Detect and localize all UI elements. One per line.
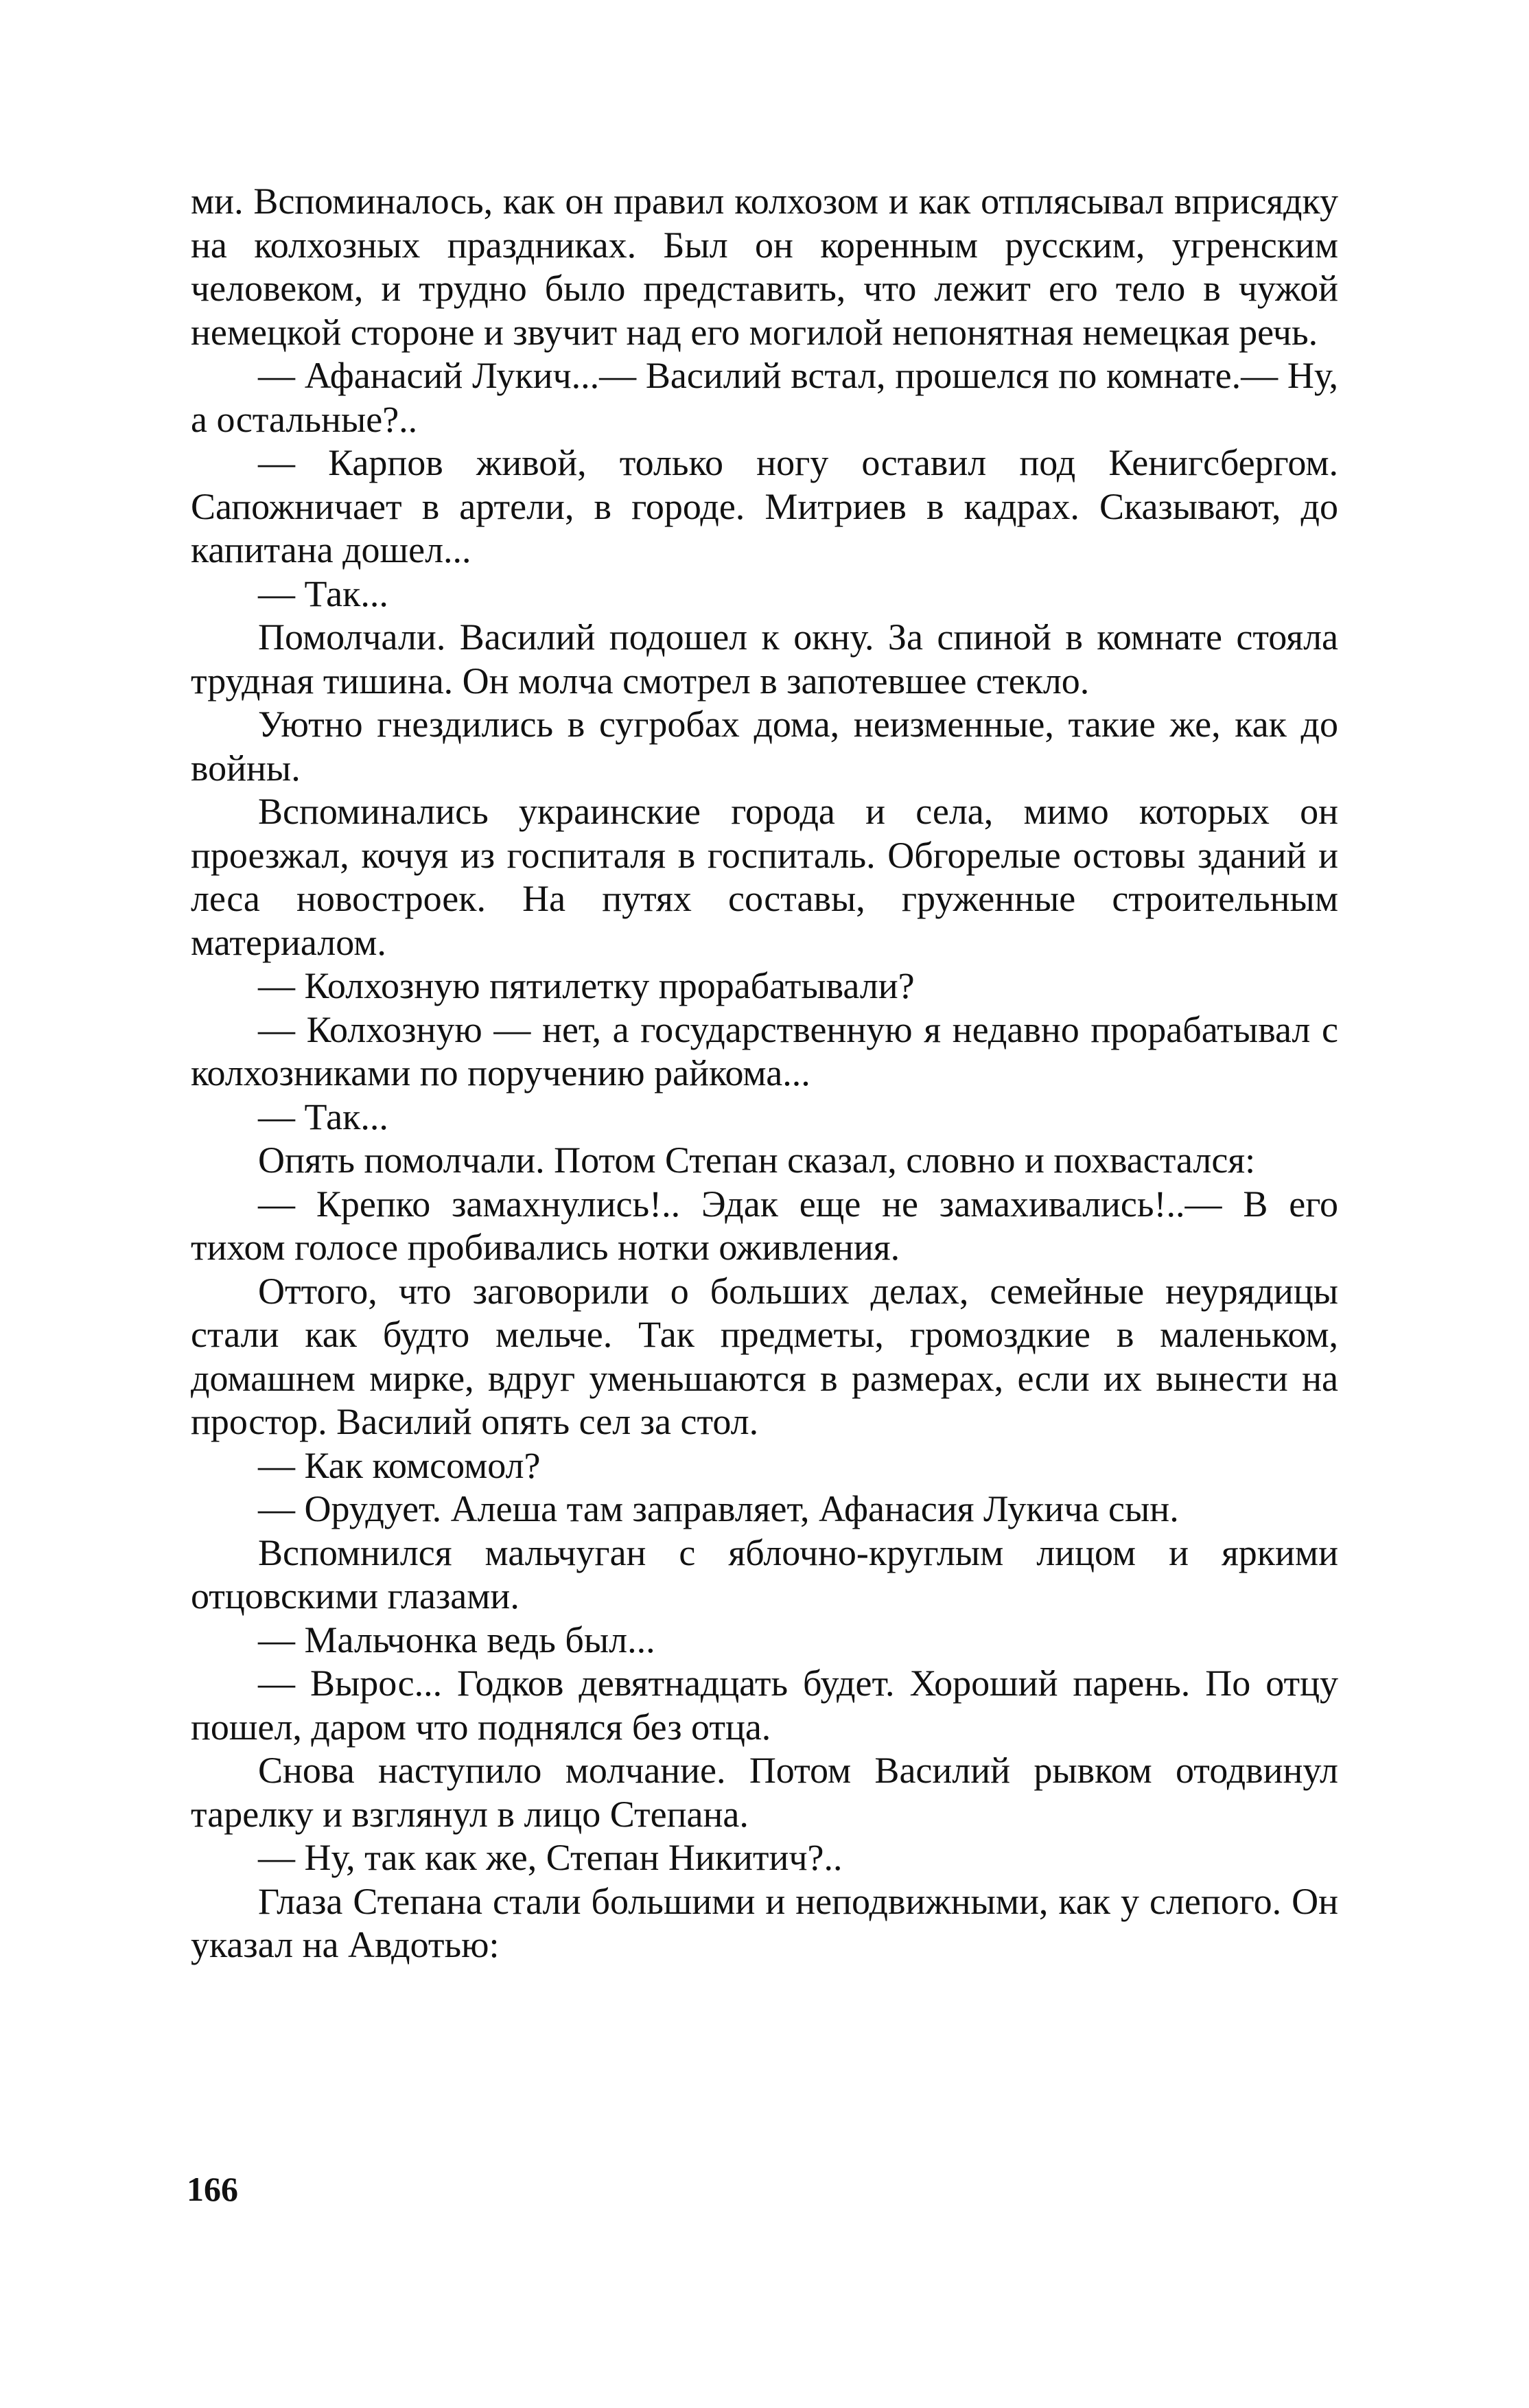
paragraph: — Так... <box>258 1096 388 1137</box>
paragraph: Вспомнился мальчуган с яблочно-круглым лицом и яркими отцовскими глазами. <box>191 1531 1338 1617</box>
paragraph: — Орудует. Алеша там заправляет, Афанасия Лукича сын. <box>258 1488 1179 1529</box>
paragraph: — Так... <box>258 572 388 614</box>
paragraph: ми. Вспоминалось, как он правил колхозом и как отплясывал вприсядку на колхозных праздниках. Был он коренным русским, угренским человеком, и трудно было представить, что лежит его тело в чужой немецкой стороне и звучит над его могилой непонятная немецкая речь. <box>191 181 1338 353</box>
paragraph: — Карпов живой, только ногу оставил под Кенигсбергом. Сапожничает в артели, в городе. Митриев в кадрах. Сказывают, до капитана дошел... <box>191 442 1338 570</box>
page-number: 166 <box>187 2170 238 2208</box>
paragraph: — Как комсомол? <box>258 1444 541 1486</box>
paragraph: Снова наступило молчание. Потом Василий рывком отодвинул тарелку и взглянул в лицо Степана. <box>191 1750 1338 1835</box>
page-text <box>191 180 1338 1967</box>
paragraph: — Колхозную — нет, а государственную я недавно прорабатывал с колхозниками по поручению райкома... <box>191 1008 1338 1093</box>
paragraph: Помолчали. Василий подошел к окну. За спиной в комнате стояла трудная тишина. Он молча смотрел в запотевшее стекло. <box>191 616 1338 702</box>
paragraph: — Мальчонка ведь был... <box>258 1619 655 1660</box>
paragraph: Оттого, что заговорили о больших делах, семейные неурядицы стали как будто мельче. Так предметы, громоздкие в маленьком, домашнем мирке, вдруг уменьшаются в размерах, если их вынести на простор. Василий опять сел за стол. <box>191 1270 1338 1442</box>
paragraph: Уютно гнездились в сугробах дома, неизменные, такие же, как до войны. <box>191 704 1338 789</box>
paragraph: — Крепко замахнулись!.. Эдак еще не замахивались!..— В его тихом голосе пробивались нотки оживления. <box>191 1183 1338 1268</box>
paragraph: Опять помолчали. Потом Степан сказал, словно и похвастался: <box>258 1139 1256 1181</box>
paragraph: — Афанасий Лукич...— Василий встал, прошелся по комнате.— Ну, а остальные?.. <box>191 355 1338 440</box>
paragraph: Вспоминались украинские города и села, мимо которых он проезжал, кочуя из госпиталя в госпиталь. Обгорелые остовы зданий и леса новостроек. На путях составы, груженные строительным материалом. <box>191 791 1338 963</box>
paragraph: — Вырос... Годков девятнадцать будет. Хороший парень. По отцу пошел, даром что поднялся без отца. <box>191 1663 1338 1748</box>
paragraph: — Колхозную пятилетку прорабатывали? <box>258 965 915 1006</box>
paragraph: — Ну, так как же, Степан Никитич?.. <box>258 1837 843 1878</box>
paragraph: Глаза Степана стали большими и неподвижными, как у слепого. Он указал на Авдотью: <box>191 1880 1338 1965</box>
